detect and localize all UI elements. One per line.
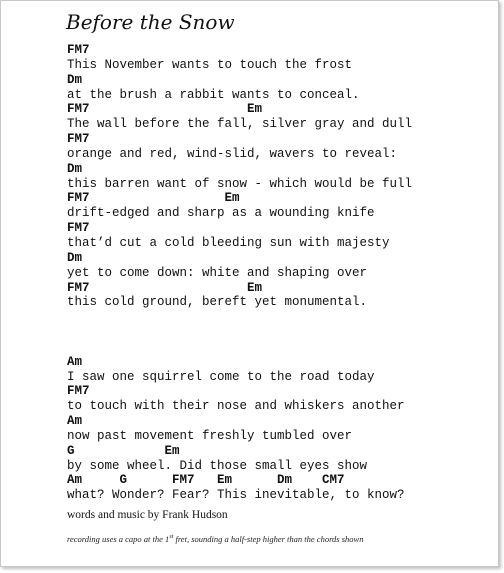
verse-2 (67, 355, 412, 503)
lyric-line: by some wheel. Did those small eyes show (67, 458, 368, 473)
stanza-break (67, 340, 412, 355)
chord-line: Am (67, 414, 83, 429)
chord-line: Am (67, 354, 83, 369)
lyric-line: now past movement freshly tumbled over (67, 428, 353, 443)
chord-line: FM7 Em (67, 102, 263, 117)
capo-note-rest: fret, sounding a half-step higher than the chords shown (173, 534, 364, 544)
chord-line: FM7 Em (67, 280, 263, 295)
chord-line: Dm (67, 72, 83, 87)
capo-note-ordinal: st (169, 534, 174, 541)
chord-line: Dm (67, 250, 83, 265)
capo-note (67, 534, 363, 544)
lyric-line: This November wants to touch the frost (67, 57, 353, 72)
verse-1 (67, 43, 412, 310)
lyric-line: drift-edged and sharp as a wounding knife (67, 206, 375, 221)
lyric-line: orange and red, wind-slid, wavers to reveal: (67, 146, 398, 161)
chord-line: FM7 (67, 43, 90, 57)
lyric-line: this barren want of snow - which would be full (67, 176, 413, 191)
chord-line: FM7 Em (67, 191, 240, 206)
lyric-line: The wall before the fall, silver gray and dull (67, 117, 413, 132)
chord-line: FM7 (67, 221, 90, 236)
stanza-break (67, 325, 412, 340)
song-title: Before the Snow (66, 10, 235, 34)
lyric-line: this cold ground, bereft yet monumental. (67, 295, 368, 310)
lyric-line: yet to come down: white and shaping over (67, 265, 368, 280)
lyric-line: I saw one squirrel come to the road today (67, 369, 375, 384)
capo-note-text: recording uses a capo at the 1 (67, 534, 170, 544)
credit-line: words and music by Frank Hudson (67, 509, 228, 521)
stanza-break (67, 310, 412, 325)
chord-line: FM7 (67, 132, 90, 147)
lyrics-block (67, 43, 412, 503)
chord-line: Am G FM7 Em Dm CM7 (67, 473, 345, 488)
lyric-line: what? Wonder? Fear? This inevitable, to know? (67, 488, 405, 503)
lyric-line: at the brush a rabbit wants to conceal. (67, 87, 360, 102)
chord-line: FM7 (67, 384, 90, 399)
chord-line: G Em (67, 443, 180, 458)
chord-line: Dm (67, 161, 83, 176)
lyric-line: that’d cut a cold bleeding sun with majesty (67, 235, 390, 250)
lyric-line: to touch with their nose and whiskers another (67, 399, 405, 414)
